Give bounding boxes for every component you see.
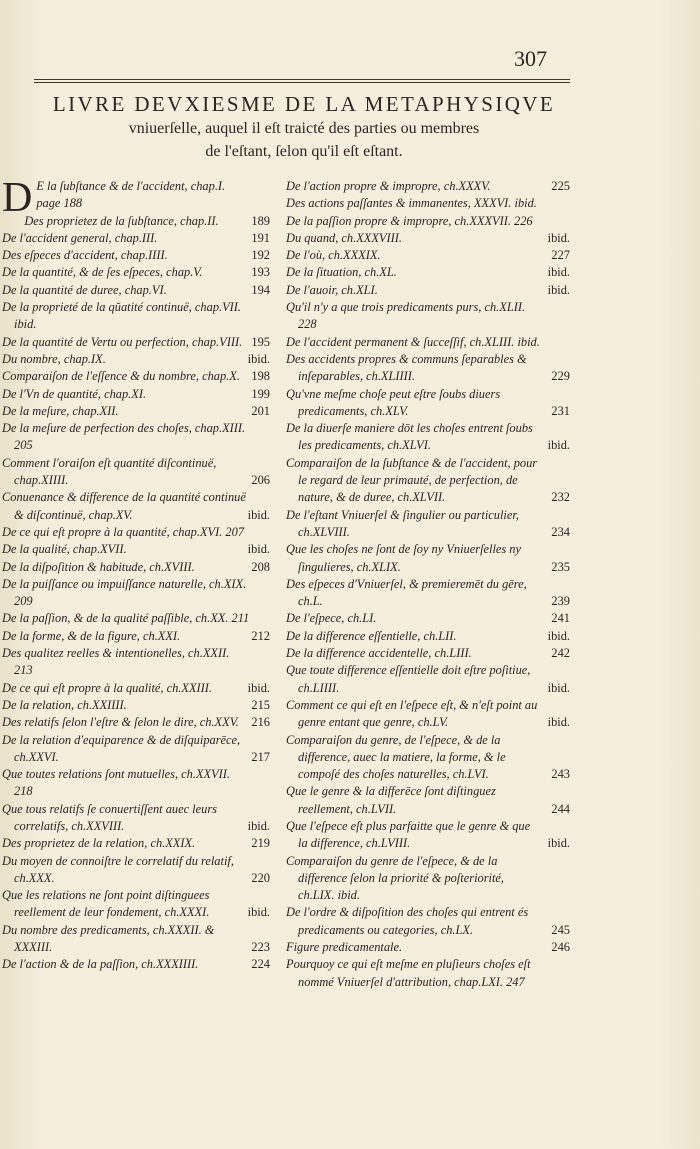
toc-entry-title: De la difference eſſentielle, ch.LII. xyxy=(286,628,457,643)
toc-entry xyxy=(286,904,570,939)
toc-entry xyxy=(2,628,270,645)
toc-entry-title: De la quantité, & de ſes eſpeces, chap.V. xyxy=(2,265,203,280)
toc-entry xyxy=(2,956,270,973)
toc-entry xyxy=(2,732,270,767)
toc-entry-title: Des relatifs ſelon l'eſtre & ſelon le dire, ch.XXV. xyxy=(2,715,239,730)
toc-entry-title: Des proprietez de la relation, ch.XXIX. xyxy=(2,836,196,851)
toc-entry-title: De la relation d'equiparence & de diſquiparēce, ch.XXVI. xyxy=(2,732,241,764)
chapter-heading-line1: LIVRE DEVXIESME DE LA METAPHYSIQVE xyxy=(52,92,556,116)
toc-entry-title: Comment ce qui eſt en l'eſpece eſt, & n'eſt point au genre entant que genre, ch.LV. xyxy=(286,697,538,730)
toc-entry xyxy=(2,853,270,888)
toc-entry-page: 193 xyxy=(251,265,270,280)
toc-entry-page: 223 xyxy=(251,940,270,955)
toc-entry-page: ibid. xyxy=(547,230,570,245)
toc-entry xyxy=(2,213,270,230)
toc-entry-page: 232 xyxy=(551,490,570,505)
toc-entry xyxy=(286,195,570,212)
toc-entry xyxy=(286,645,570,662)
toc-entry-page: 231 xyxy=(551,403,570,418)
toc-entry xyxy=(286,697,570,732)
toc-entry-title: De l'Vn de quantité, chap.XI. xyxy=(2,386,147,401)
toc-entry xyxy=(286,247,570,264)
toc-entry xyxy=(2,610,270,627)
toc-entry xyxy=(286,213,570,230)
toc-entry-page: 245 xyxy=(551,922,570,937)
toc-entry-page: ibid. xyxy=(547,438,570,453)
toc-entry-page: ibid. xyxy=(547,265,570,280)
toc-entry xyxy=(286,420,570,455)
toc-entry-title: Des eſpeces d'accident, chap.IIII. xyxy=(2,248,168,263)
toc-entry xyxy=(286,264,570,281)
toc-entry-page: 234 xyxy=(551,524,570,539)
toc-entry-title: De la ſituation, ch.XL. xyxy=(286,265,397,280)
toc-entry xyxy=(286,351,570,386)
toc-entry-page: ibid. xyxy=(247,680,270,695)
toc-entry xyxy=(2,697,270,714)
toc-left-column xyxy=(2,175,270,974)
toc-entry-page: 227 xyxy=(551,248,570,263)
toc-entry-page: 246 xyxy=(551,940,570,955)
toc-entry xyxy=(286,732,570,784)
toc-entry-title: Comparaiſon de la ſubſtance & de l'accident, pour le regard de leur primauté, de perfection, de nature, & de duree, ch.XLVII. xyxy=(286,455,538,505)
page-number: 307 xyxy=(514,46,547,71)
toc-entry-title: Du nombre des predicaments, ch.XXXII. & XXXIII. xyxy=(2,922,215,955)
toc-entry xyxy=(2,368,270,385)
toc-entry xyxy=(286,956,570,991)
toc-entry-page: 192 xyxy=(251,248,270,263)
toc-entry-page: 242 xyxy=(551,646,570,661)
toc-entry xyxy=(2,299,270,334)
toc-entry xyxy=(2,922,270,957)
toc-entry xyxy=(2,489,270,524)
toc-entry-title: Figure predicamentale. xyxy=(286,940,403,955)
toc-entry xyxy=(286,334,570,351)
toc-entry-page: ibid. xyxy=(547,628,570,643)
toc-entry-page: 191 xyxy=(251,230,270,245)
header-rule-bottom xyxy=(34,82,570,83)
toc-entry-title: Pourquoy ce qui eſt meſme en pluſieurs choſes eſt nommé Vniuerſel d'attribution, chap.LXI. 247 xyxy=(286,957,531,989)
toc-entry-page: 212 xyxy=(251,628,270,643)
toc-entry-page: 189 xyxy=(251,213,270,228)
toc-entry-title: Comparaiſon du genre, de l'eſpece, & de la difference, auec la matiere, la forme, & le compoſé des choſes naturelles, ch.LVI. xyxy=(286,732,506,782)
toc-entry xyxy=(2,386,270,403)
toc-entry-title: Que toute difference eſſentielle doit eſtre poſitiue, ch.LIIII. xyxy=(286,663,531,695)
toc-entry-title: Des proprietez de la ſubſtance, chap.II. xyxy=(24,213,219,228)
toc-entry xyxy=(286,576,570,611)
toc-entry xyxy=(286,507,570,542)
toc-entry-title: De la quantité de Vertu ou perfection, chap.VIII. xyxy=(2,334,243,349)
toc-entry-page: 208 xyxy=(251,559,270,574)
toc-entry-page: 225 xyxy=(551,179,570,193)
toc-entry-title: De la relation, ch.XXIIII. xyxy=(2,697,127,712)
toc-entry-title: Comparaiſon de l'eſſence & du nombre, chap.X. xyxy=(2,369,240,384)
toc-entry xyxy=(2,351,270,368)
toc-entry xyxy=(2,559,270,576)
toc-entry-title: De l'eſpece, ch.LI. xyxy=(286,611,377,626)
toc-entry xyxy=(286,282,570,299)
toc-entry-title: Des accidents propres & communs ſeparables & inſeparables, ch.XLIIII. xyxy=(286,351,527,384)
toc-entry xyxy=(2,247,270,264)
toc-entry-title: De la qualité, chap.XVII. xyxy=(2,542,127,557)
toc-entry xyxy=(2,766,270,801)
chapter-heading-line2: vniuerſelle, auquel il eſt traicté des parties ou membres xyxy=(128,120,480,137)
toc-entry-page: ibid. xyxy=(247,351,270,366)
toc-entry-page: ibid. xyxy=(247,507,270,522)
toc-entry-page: 199 xyxy=(251,386,270,401)
toc-entry-title: Conuenance & difference de la quantité continuë & diſcontinuë, chap.XV. xyxy=(2,490,246,522)
toc-entry-title: De l'accident general, chap.III. xyxy=(2,230,158,245)
toc-entry-title: De la puiſſance ou impuiſſance naturelle, ch.XIX. 209 xyxy=(2,576,247,609)
toc-entry-title: Que l'eſpece eſt plus parfaitte que le genre & que la difference, ch.LVIII. xyxy=(286,818,531,851)
toc-entry xyxy=(286,628,570,645)
toc-entry-page: 206 xyxy=(251,473,270,488)
toc-entry xyxy=(286,783,570,818)
toc-entry xyxy=(286,818,570,853)
toc-entry xyxy=(2,887,270,922)
toc-entry-title: Que les relations ne ſont point diſtinguees reellement de leur fondement, ch.XXXI. xyxy=(2,888,210,920)
toc-entry xyxy=(2,801,270,836)
toc-entry-title: De la diſpoſition & habitude, ch.XVIII. xyxy=(2,559,195,574)
toc-entry-title: De ce qui eſt propre à la quantité, chap.XVI. 207 xyxy=(2,524,245,539)
toc-entry-page: 235 xyxy=(551,559,570,574)
toc-entry xyxy=(2,645,270,680)
toc-entry xyxy=(286,230,570,247)
toc-entry-page: 241 xyxy=(551,611,570,626)
toc-entry xyxy=(2,680,270,697)
toc-entry-page: 220 xyxy=(251,870,270,885)
toc-entry-title: Que tous relatifs ſe conuertiſſent auec leurs correlatifs, ch.XXVIII. xyxy=(2,801,217,833)
toc-entry-page: ibid. xyxy=(547,836,570,851)
toc-entry xyxy=(286,853,570,905)
toc-entry-title: De l'action & de la paſſion, ch.XXXIIII. xyxy=(2,957,199,972)
toc-entry xyxy=(286,299,570,334)
toc-entry xyxy=(2,403,270,420)
chapter-heading-line3: de l'eſtant, ſelon qu'il eſt eſtant. xyxy=(205,143,403,160)
toc-entry xyxy=(286,662,570,697)
toc-entry-title: Du quand, ch.XXXVIII. xyxy=(286,230,402,245)
toc-entry xyxy=(2,541,270,558)
toc-entry-title: Que les choſes ne ſont de ſoy ny Vniuerſelles ny ſingulieres, ch.XLIX. xyxy=(286,542,522,574)
toc-entry-page: ibid. xyxy=(547,715,570,730)
toc-entry xyxy=(2,230,270,247)
toc-entry-page: 195 xyxy=(251,334,270,349)
toc-entry xyxy=(2,264,270,281)
toc-entry-title: Des eſpeces d'Vniuerſel, & premieremēt du gēre, ch.L. xyxy=(286,576,527,609)
toc-entry xyxy=(286,386,570,421)
toc-entry-page: ibid. xyxy=(247,542,270,557)
toc-entry-page: 243 xyxy=(551,767,570,782)
toc-entry xyxy=(286,455,570,507)
toc-entry-title: De la paſſion, & de la qualité paſſible, ch.XX. 211 xyxy=(2,611,250,626)
toc-entry-page: 239 xyxy=(551,594,570,609)
toc-entry-title: De l'ordre & diſpoſition des choſes qui entrent és predicaments ou categories, ch.LX. xyxy=(286,905,529,937)
toc-entry-title: Des actions paſſantes & immanentes, XXXVI. ibid. xyxy=(286,196,537,211)
toc-entry-page: ibid. xyxy=(247,818,270,833)
toc-entry-title: De la meſure, chap.XII. xyxy=(2,403,119,418)
toc-entry xyxy=(286,939,570,956)
toc-entry xyxy=(286,541,570,576)
toc-entry-title: Que toutes relations ſont mutuelles, ch.XXVII. 218 xyxy=(2,767,231,799)
toc-entry xyxy=(2,455,270,490)
toc-entry-title: Du nombre, chap.IX. xyxy=(2,351,106,366)
toc-entry-title: De l'où, ch.XXXIX. xyxy=(286,248,381,263)
toc-entry-page: 201 xyxy=(251,403,270,418)
toc-entry xyxy=(2,835,270,852)
toc-entry-page: 216 xyxy=(251,715,270,730)
drop-cap: D xyxy=(2,175,33,221)
toc-entry-page: 194 xyxy=(251,282,270,297)
toc-entry-title: De la quantité de duree, chap.VI. xyxy=(2,282,167,297)
toc-entry-title: Comment l'oraiſon eſt quantité diſcontinuë, chap.XIIII. xyxy=(2,455,217,488)
toc-entry-title: Qu'il n'y a que trois predicaments purs, ch.XLII. 228 xyxy=(286,300,526,332)
toc-entry-title: Qu'vne meſme choſe peut eſtre ſoubs diuers predicaments, ch.XLV. xyxy=(286,386,501,418)
toc-entry xyxy=(2,282,270,299)
toc-entry-title: De l'accident permanent & ſucceſſif, ch.XLIII. ibid. xyxy=(286,334,540,349)
toc-entry-title: Du moyen de connoiſtre le correlatif du relatif, ch.XXX. xyxy=(2,853,234,885)
toc-entry xyxy=(286,610,570,627)
toc-entry xyxy=(2,524,270,541)
toc-entry-page: ibid. xyxy=(247,905,270,920)
header-rule-top xyxy=(34,79,570,80)
toc-entry-title: De la difference accidentelle, ch.LIII. xyxy=(286,646,472,661)
toc-right-column xyxy=(286,178,570,991)
toc-entry xyxy=(286,178,570,195)
toc-entry-title: Des qualitez reelles & intentionelles, ch.XXII. 213 xyxy=(2,646,230,678)
toc-entry-title: De la diuerſe maniere dōt les choſes entrent ſoubs les predicaments, ch.XLVI. xyxy=(286,421,533,453)
toc-entry-title: De la proprieté de la qŭatité continuë, chap.VII. ibid. xyxy=(2,300,242,332)
toc-entry-title: De ce qui eſt propre à la qualité, ch.XXIII. xyxy=(2,680,213,695)
toc-entry-page: 244 xyxy=(551,801,570,816)
toc-entry-page: 229 xyxy=(551,369,570,384)
toc-entry-page: 215 xyxy=(251,697,270,712)
toc-entry-page: ibid. xyxy=(547,282,570,297)
toc-entry-title: De l'action propre & impropre, ch.XXXV. xyxy=(286,179,491,193)
toc-entry xyxy=(2,334,270,351)
toc-entry xyxy=(2,714,270,731)
toc-entry-title: E la ſubſtance & de l'accident, chap.I. page 188 xyxy=(36,179,226,211)
toc-entry-page: 219 xyxy=(251,836,270,851)
toc-entry xyxy=(2,420,270,455)
toc-entry-title: Comparaiſon du genre de l'eſpece, & de la difference ſelon la priorité & poſteriorité, ch.LIX. ibid. xyxy=(286,853,505,903)
toc-entry-title: De l'auoir, ch.XLI. xyxy=(286,282,378,297)
toc-entry-title: Que le genre & la differēce ſont diſtinguez reellement, ch.LVII. xyxy=(286,784,496,816)
toc-entry-page: 217 xyxy=(251,749,270,764)
toc-entry-title: De la forme, & de la figure, ch.XXI. xyxy=(2,628,181,643)
toc-entry-title: De la paſſion propre & impropre, ch.XXXVII. 226 xyxy=(286,213,533,228)
toc-entry-title: De la meſure de perfection des choſes, chap.XIII. 205 xyxy=(2,421,246,453)
toc-entry-page: ibid. xyxy=(547,680,570,695)
toc-entry xyxy=(2,576,270,611)
toc-entry-page: 224 xyxy=(251,957,270,972)
toc-entry-title: De l'eſtant Vniuerſel & ſingulier ou particulier, ch.XLVIII. xyxy=(286,507,519,539)
toc-entry-page: 198 xyxy=(251,369,270,384)
